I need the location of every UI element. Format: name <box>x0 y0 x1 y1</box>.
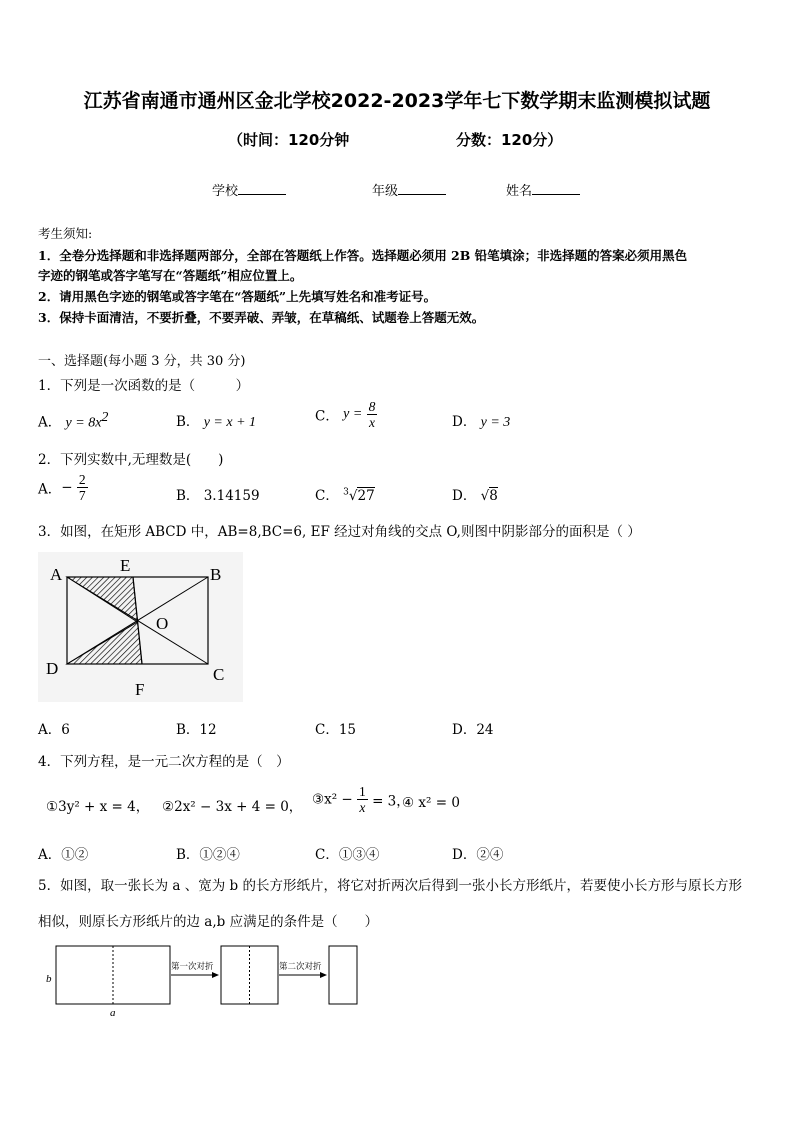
q2-option-d[interactable]: D． √8 <box>452 488 498 504</box>
folded-twice-rectangle <box>329 946 357 1004</box>
q3-option-a[interactable]: A．6 <box>38 722 70 738</box>
q1-stem: 1．下列是一次函数的是（ ） <box>38 378 250 394</box>
q3-option-d[interactable]: D．24 <box>452 722 494 738</box>
section-heading: 一、选择题(每小题 3 分，共 30 分) <box>38 354 246 369</box>
paper-fold-figure <box>40 940 365 1020</box>
label-o: O <box>156 614 169 633</box>
q4-option-a[interactable]: A．①② <box>38 847 89 863</box>
q1-option-c[interactable]: C． y = $\frac{8}{x}$ <box>315 399 376 430</box>
grade-blank[interactable] <box>398 182 446 195</box>
q4-option-d[interactable]: D．②④ <box>452 847 504 863</box>
q3-stem: 3．如图，在矩形 ABCD 中，AB=8,BC=6, EF 经过对角线的交点 O,则图中阴影部分的面积是（ ） <box>38 524 641 540</box>
q4-stem: 4．下列方程，是一元二次方程的是（ ） <box>38 754 290 770</box>
q4-equation-1: ①3y² + x = 4， <box>46 799 150 815</box>
q2-stem: 2．下列实数中,无理数是( ) <box>38 452 224 468</box>
q4-option-c[interactable]: C．①③④ <box>315 847 380 863</box>
name-label: 姓名 <box>506 184 533 199</box>
notice-heading: 考生须知: <box>38 226 93 241</box>
exam-time: （时间：120分钟 <box>228 131 350 149</box>
notice-item: 3．保持卡面清洁，不要折叠，不要弄破、弄皱，在草稿纸、试题卷上答题无效。 <box>38 310 485 325</box>
notice-item: 1．全卷分选择题和非选择题两部分，全部在答题纸上作答。选择题必须用 2B 铅笔填涂；非选择题的答案必须用黑色 <box>38 248 688 263</box>
q2-option-c[interactable]: C． $^3$√27 <box>315 487 375 504</box>
school-field <box>212 180 286 199</box>
q1-option-d[interactable]: D． y = 3 <box>452 414 511 430</box>
q2-option-a[interactable]: A．− $\frac{2}{7}$ <box>38 472 86 503</box>
q5-stem-line1: 5．如图，取一张长为 a 、宽为 b 的长方形纸片，将它对折两次后得到一张小长方形纸片，若要使小长方形与原长方形 <box>38 878 742 894</box>
rectangle-figure <box>38 552 243 702</box>
q3-option-c[interactable]: C．15 <box>315 722 357 738</box>
fold1-label: 第一次对折 <box>171 962 214 972</box>
page-title: 江苏省南通市通州区金北学校2022-2023学年七下数学期末监测模拟试题 <box>83 90 711 112</box>
grade-label: 年级 <box>372 184 399 199</box>
notice-item: 2．请用黑色字迹的钢笔或答字笔在“答题纸”上先填写姓名和准考证号。 <box>38 289 437 304</box>
label-a: A <box>50 565 63 584</box>
fold2-label: 第二次对折 <box>279 962 322 972</box>
label-f: F <box>135 680 145 699</box>
label-b: B <box>210 565 222 584</box>
label-e: E <box>120 556 131 575</box>
q4-equation-2: ②2x² − 3x + 4 = 0， <box>162 799 303 815</box>
q4-equation-3: ③x² − $\frac{1}{x}$ = 3， <box>312 784 410 815</box>
label-c: C <box>213 665 225 684</box>
q3-option-b[interactable]: B．12 <box>176 722 217 738</box>
q1-option-b[interactable]: B． y = x + 1 <box>176 414 257 430</box>
exam-score: 分数：120分） <box>456 131 563 149</box>
q2-option-b[interactable]: B． 3.14159 <box>176 488 260 504</box>
grade-field <box>372 180 446 199</box>
school-label: 学校 <box>212 184 239 199</box>
q5-stem-line2: 相似，则原长方形纸片的边 a,b 应满足的条件是（ ） <box>38 914 379 930</box>
q4-option-b[interactable]: B．①②④ <box>176 847 240 863</box>
q4-equation-4: ④ x² = 0 <box>402 795 460 811</box>
label-d: D <box>46 659 59 678</box>
q1-option-a[interactable]: A． $y = 8x^2$ <box>38 410 109 431</box>
label-a: a <box>110 1007 116 1019</box>
school-blank[interactable] <box>238 182 286 195</box>
label-b: b <box>46 973 52 985</box>
notice-item: 字迹的钢笔或答字笔写在“答题纸”相应位置上。 <box>38 268 303 283</box>
name-field <box>506 180 580 199</box>
name-blank[interactable] <box>532 182 580 195</box>
